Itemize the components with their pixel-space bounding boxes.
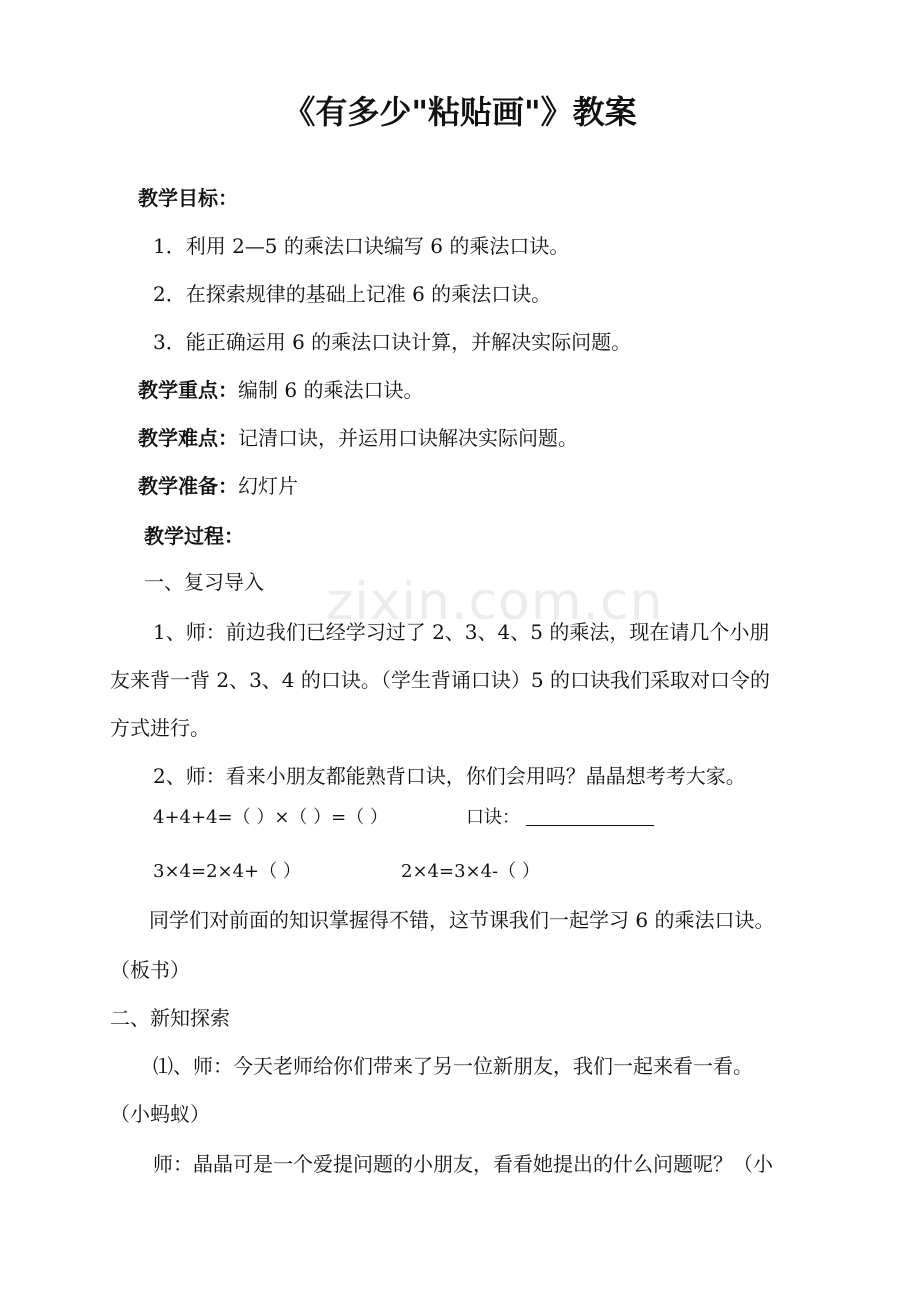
section1-para1-line1: 1、师：前边我们已经学习过了 2、3、4、5 的乘法，现在请几个小朋: [153, 620, 770, 644]
section1-para1-line3: 方式进行。: [110, 716, 210, 740]
equation-1-label: 口诀：: [466, 807, 520, 828]
objective-item-1: 1．利用 2—5 的乘法口诀编写 6 的乘法口诀。: [153, 234, 570, 258]
section1-heading: 一、复习导入: [144, 570, 264, 594]
watermark: zixin.com.cn: [326, 572, 664, 632]
section2-para1-line1: ⑴、师：今天老师给你们带来了另一位新朋友，我们一起来看一看。: [153, 1054, 753, 1078]
section1-para1-line2: 友来背一背 2、3、4 的口诀。（学生背诵口诀）5 的口诀我们采取对口令的: [110, 668, 770, 692]
difficulty-line: [138, 424, 578, 452]
section2-para1-line2: （小蚂蚁）: [110, 1102, 210, 1126]
section2-para2-line1: 师：晶晶可是一个爱提问题的小朋友，看看她提出的什么问题呢？（小: [153, 1152, 773, 1176]
key-point-label: 教学重点：: [138, 378, 238, 402]
document-title: 《有多少"粘贴画"》教案: [283, 93, 637, 131]
key-point-line: [138, 376, 423, 404]
section1-para3-line2: （板书）: [110, 958, 190, 982]
equation-1: 4+4+4=（ ）×（ ）=（ ）: [153, 807, 388, 828]
preparation-text: 幻灯片: [238, 474, 298, 498]
equation-2: 3×4=2×4+（ ）: [153, 861, 301, 882]
objective-item-3: 3．能正确运用 6 的乘法口诀计算，并解决实际问题。: [153, 330, 632, 354]
key-point-text: 编制 6 的乘法口诀。: [238, 378, 424, 402]
equation-1-answer: [466, 804, 654, 832]
difficulty-label: 教学难点：: [138, 426, 238, 450]
preparation-label: 教学准备：: [138, 474, 238, 498]
section1-para3-line1: 同学们对前面的知识掌握得不错，这节课我们一起学习 6 的乘法口诀。: [149, 908, 775, 932]
equation-3: 2×4=3×4-（ ）: [401, 861, 540, 882]
process-label: 教学过程：: [144, 524, 244, 548]
objectives-label: 教学目标：: [138, 186, 238, 210]
difficulty-text: 记清口诀，并运用口诀解决实际问题。: [238, 426, 578, 450]
objective-item-2: 2．在探索规律的基础上记准 6 的乘法口诀。: [153, 282, 552, 306]
answer-blank: [526, 811, 654, 826]
section1-para2: 2、师：看来小朋友都能熟背口诀，你们会用吗？晶晶想考考大家。: [153, 764, 746, 788]
preparation-line: [138, 472, 298, 500]
section2-heading: 二、新知探索: [110, 1006, 230, 1030]
